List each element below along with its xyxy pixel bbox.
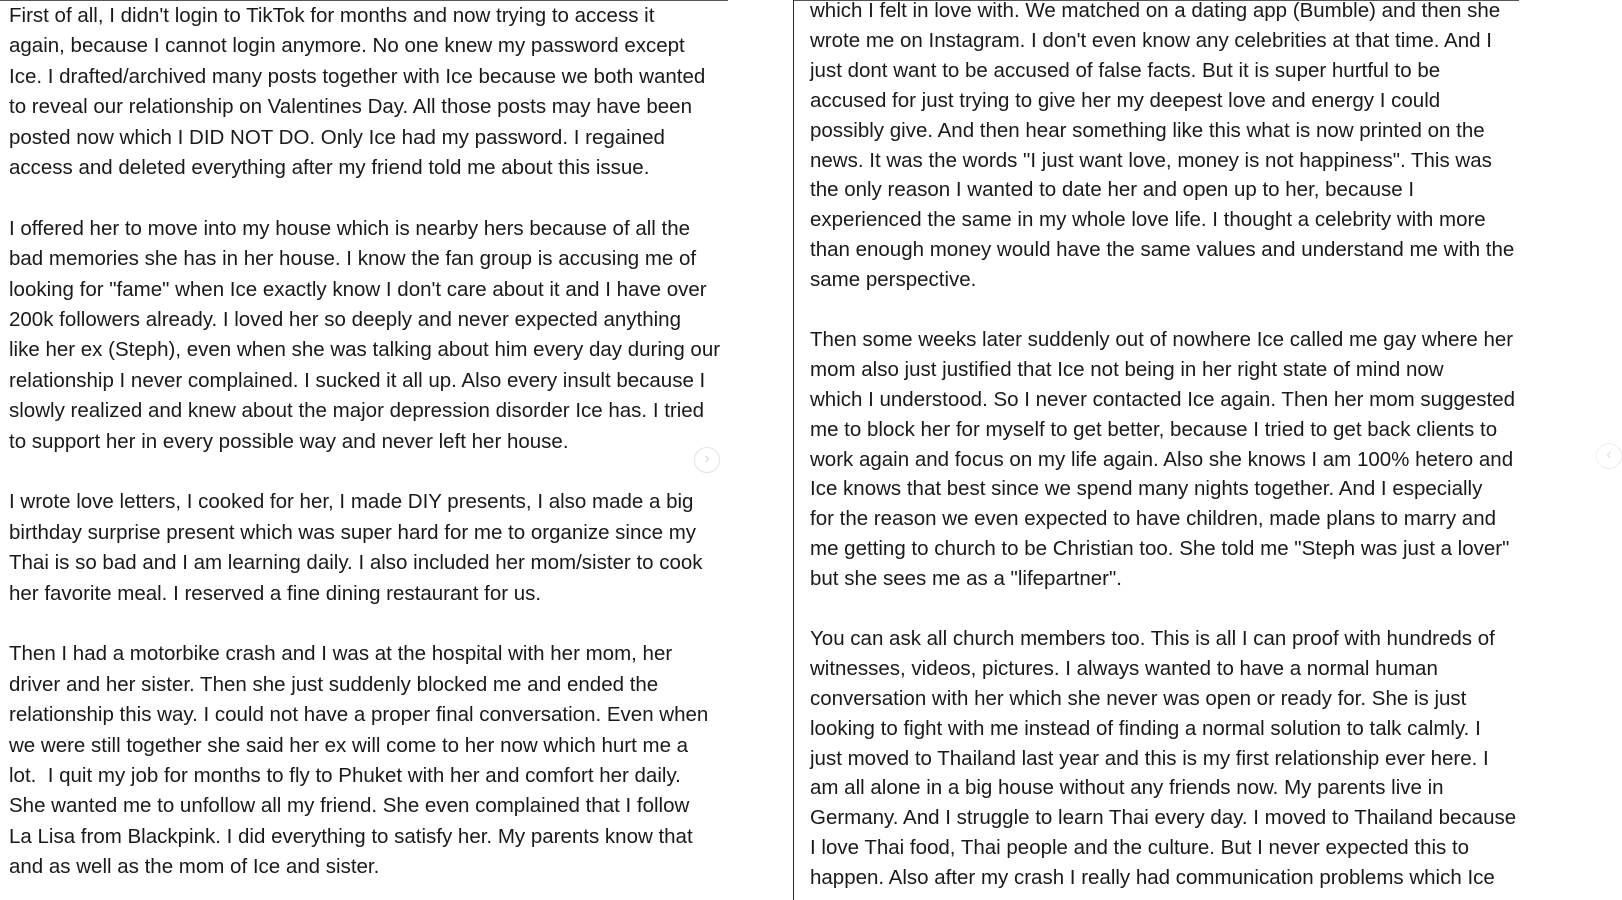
text-line: just dont want to be accused of false facts. But it is super hurtful to be xyxy=(810,58,1441,82)
text-line: looking for "fame" when Ice exactly know I don't care about it and I have over xyxy=(9,277,707,301)
left-text-page xyxy=(0,0,728,900)
text-line: mom also just justified that Ice not being in her right state of mind now xyxy=(810,357,1444,381)
text-line: wrote me on Instagram. I don't even know any celebrities at that time. And I xyxy=(810,28,1492,52)
text-line: Ice knows that best since we spend many nights together. And I especially xyxy=(810,477,1483,501)
text-line: looking to fight with me instead of finding a normal solution to talk calmly. I xyxy=(810,716,1481,740)
text-line: like her ex (Steph), even when she was talking about him every day during our xyxy=(9,338,721,362)
text-line: conversation with her which she never was open or ready for. She is just xyxy=(810,686,1467,710)
text-line: La Lisa from Blackpink. I did everything to satisfy her. My parents know that xyxy=(9,824,693,848)
right-text-page xyxy=(793,0,1612,900)
text-line: possibly give. And then hear something like this what is now printed on the xyxy=(810,118,1485,142)
text-line: news. It was the words "I just want love, money is not happiness". This was xyxy=(810,148,1492,172)
text-line: witnesses, videos, pictures. I always wanted to have a normal human xyxy=(810,656,1438,680)
text-line: bad memories she has in her house. I know the fan group is accusing me of xyxy=(9,247,697,271)
text-line: I offered her to move into my house which is nearby hers because of all the xyxy=(9,216,691,240)
text-line: to reveal our relationship on Valentines Day. All those posts may have been xyxy=(9,95,692,119)
text-line: Then I had a motorbike crash and I was at the hospital with her mom, her xyxy=(9,642,673,666)
text-line: posted now which I DID NOT DO. Only Ice had my password. I regained xyxy=(9,125,665,149)
text-line: access and deleted everything after my friend told me about this issue. xyxy=(9,156,650,179)
text-line: am all alone in a big house without any friends now. My parents live in xyxy=(810,776,1444,800)
text-line: the only reason I wanted to date her and open up to her, because I xyxy=(810,178,1415,202)
top-border xyxy=(0,0,728,1)
text-line: Germany. And I struggle to learn Thai every day. I moved to Thailand because xyxy=(810,806,1517,830)
text-line: experienced the same in my whole love life. I thought a celebrity with more xyxy=(810,208,1486,232)
text-line: her favorite meal. I reserved a fine dining restaurant for us. xyxy=(9,581,542,605)
text-line: than enough money would have the same values and understand me with the xyxy=(810,238,1515,262)
text-line: birthday surprise present which was super hard for me to organize since my xyxy=(9,520,697,544)
text-line: me to block her for myself to get better, because I tried to get back clients to xyxy=(810,417,1498,441)
text-line: You can ask all church members too. This is all I can proof with hundreds of xyxy=(810,626,1495,650)
text-line: happen. Also after my crash I really had communication problems which Ice xyxy=(810,866,1495,890)
text-line: Thai is so bad and I am learning daily. I also included her mom/sister to cook xyxy=(9,551,703,575)
text-line: slowly realized and knew about the major depression disorder Ice has. I tried xyxy=(9,399,705,423)
text-line: to support her in every possible way and never left her house. xyxy=(9,429,569,453)
text-line: driver and her sister. Then she just suddenly blocked me and ended the xyxy=(9,672,659,696)
text-line: Then some weeks later suddenly out of nowhere Ice called me gay where her xyxy=(810,327,1514,351)
text-line: relationship I never complained. I sucked it all up. Also every insult because I xyxy=(9,368,706,392)
text-line: lot. I quit my job for months to fly to Phuket with her and comfort her daily. xyxy=(9,764,681,787)
text-line: for the reason we even expected to have children, made plans to marry and xyxy=(810,507,1497,531)
text-line: just moved to Thailand last year and this is my first relationship ever here. I xyxy=(810,746,1489,770)
carousel-prev-icon[interactable]: ‹ xyxy=(1596,443,1622,469)
text-line: we were still together she said her ex will come to her now which hurt me a xyxy=(9,733,689,757)
carousel-next-icon[interactable]: › xyxy=(694,447,720,473)
text-line: accused for just trying to give her my deepest love and energy I could xyxy=(810,88,1441,112)
text-line: me getting to church to be Christian too. She told me "Steph was just a lover" xyxy=(810,537,1510,561)
text-line: I wrote love letters, I cooked for her, I made DIY presents, I also made a big xyxy=(9,490,694,514)
text-line: relationship this way. I could not have a proper final conversation. Even when xyxy=(9,703,709,727)
text-line: again, because I cannot login anymore. No one knew my password except xyxy=(9,34,685,58)
text-line: She wanted me to unfollow all my friend. She even complained that I follow xyxy=(9,794,690,818)
text-line: but she sees me as a "lifepartner". xyxy=(810,567,1122,591)
text-line: Ice. I drafted/archived many posts together with Ice because we both wanted xyxy=(9,64,706,88)
text-line: same perspective. xyxy=(810,268,977,292)
text-line: First of all, I didn't login to TikTok for months and now trying to access it xyxy=(9,4,655,27)
text-line: which I felt in love with. We matched on a dating app (Bumble) and then she xyxy=(810,0,1501,22)
text-line: work again and focus on my life again. Also she knows I am 100% hetero and xyxy=(810,447,1514,471)
text-line: and as well as the mom of Ice and sister. xyxy=(9,855,380,879)
text-line: 200k followers already. I loved her so deeply and never expected anything xyxy=(9,308,681,331)
text-line: I love Thai food, Thai people and the culture. But I never expected this to xyxy=(810,836,1470,860)
text-line: which I understood. So I never contacted Ice again. Then her mom suggested xyxy=(810,387,1516,411)
